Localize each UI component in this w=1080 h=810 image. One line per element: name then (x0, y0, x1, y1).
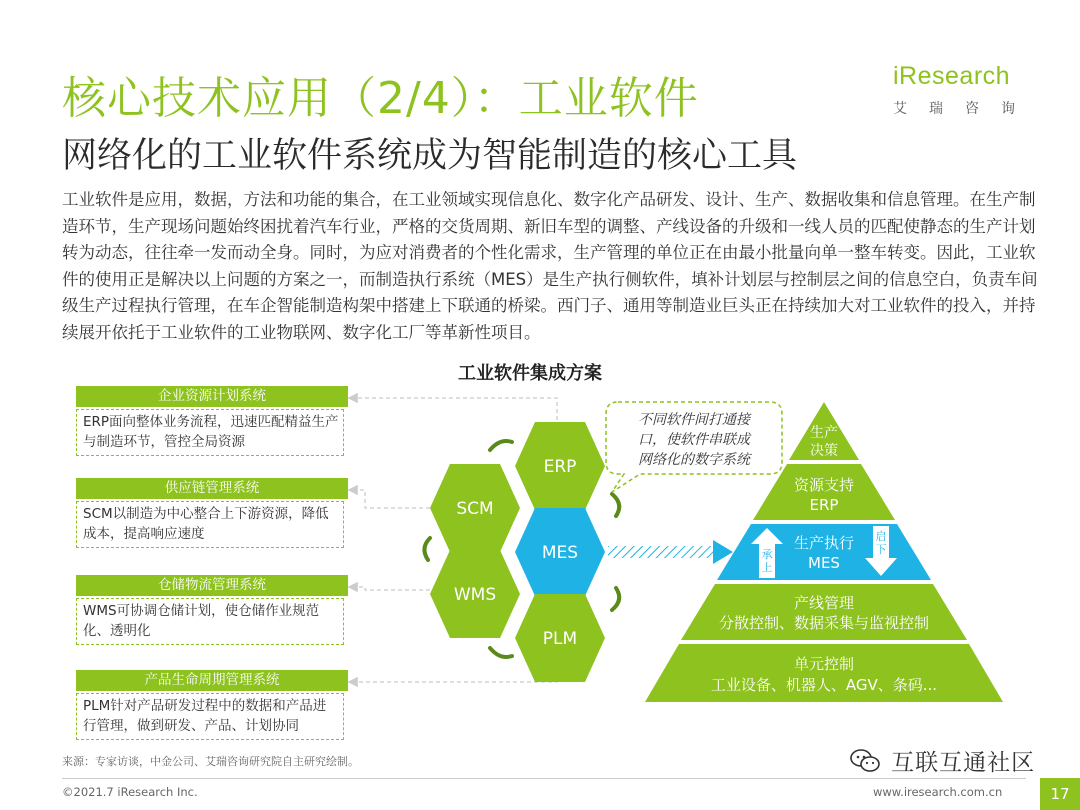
page-subtitle: 网络化的工业软件系统成为智能制造的核心工具 (62, 136, 798, 176)
callout-line-2: 口，使软件串联成 (638, 432, 750, 448)
hexagon-erp-label: ERP (543, 457, 577, 477)
pyramid-l2-b: ERP (809, 496, 839, 514)
hexagon-cluster (430, 422, 605, 682)
logo-wordmark: iResearch (893, 62, 1011, 90)
hexagon-plm-label: PLM (542, 629, 578, 649)
system-name-erp: 企业资源计划系统 (76, 386, 348, 407)
connector-erp (350, 398, 557, 420)
hexagon-wms-label: WMS (453, 585, 497, 605)
system-name-wms: 仓储物流管理系统 (76, 575, 348, 596)
callout-line-3: 网络化的数字系统 (638, 452, 750, 468)
connector-scm (350, 490, 430, 508)
website-url[interactable]: www.iresearch.com.cn (873, 785, 1003, 799)
pyramid-l5-a: 单元控制 (793, 655, 855, 673)
mes-to-pyramid-arrow (608, 540, 733, 564)
logo-chinese: 艾瑞咨询 (893, 101, 1037, 117)
system-desc-erp: ERP面向整体业务流程，迅速匹配精益生产与制造环节，管控全局资源 (76, 409, 344, 456)
down-label-1: 启 (875, 530, 887, 543)
pyramid-l3-b: MES (808, 554, 840, 572)
copyright-text: ©2021.7 iResearch Inc. (62, 785, 198, 799)
wechat-icon (850, 748, 880, 774)
down-label-2: 下 (875, 543, 887, 556)
page-title: 核心技术应用（2/4）：工业软件 (62, 73, 699, 124)
body-paragraph: 工业软件是应用，数据，方法和功能的集合，在工业领域实现信息化、数字化产品研发、设计、生产、数据收集和信息管理。在生产制造环节，生产现场问题始终困扰着汽车行业，严格的交货周期、新旧车型的调整、产线设备的升级和一线人员的匹配使静态的生产计划转为动态，往往牵一发而动全身。同时，为应对消费者的个性化需求，生产管理的单位正在由最小批量向单一整车转变。因此，工业软件的使用正是解决以上问题的方案之一，而制造执行系统（MES）是生产执行侧软件，填补计划层与控制层之间的信息空白，负责车间级生产过程执行管理，在车企智能制造构架中搭建上下联通的桥梁。西门子、通用等制造业巨头正在持续加大对工业软件的投入，并持续展开依托于工业软件的工业物联网、数字化工厂等革新性项目。 (62, 190, 1038, 342)
system-name-plm: 产品生命周期管理系统 (76, 670, 348, 691)
up-label-2: 上 (761, 561, 773, 574)
system-desc-plm: PLM针对产品研发过程中的数据和产品进行管理，做到研发、产品、计划协同 (76, 693, 344, 740)
connector-plm (350, 680, 557, 682)
cycle-arrow-4 (612, 588, 619, 610)
pyramid-l2-a: 资源支持 (793, 476, 855, 494)
connector-wms (350, 587, 430, 590)
hexagon-mes-label: MES (541, 543, 579, 563)
pyramid-l1-b: 决策 (810, 443, 838, 459)
up-label-1: 承 (761, 548, 773, 561)
diagram-title: 工业软件集成方案 (458, 363, 602, 384)
system-name-scm: 供应链管理系统 (76, 478, 348, 499)
pyramid-l1-a: 生产 (810, 425, 838, 441)
pyramid-l3-a: 生产执行 (793, 534, 855, 552)
cycle-arrow-3 (490, 648, 512, 657)
hexagon-scm-label: SCM (456, 499, 494, 519)
watermark-text: 互联互通社区 (891, 750, 1036, 776)
watermark (850, 744, 1035, 778)
cycle-arrow-5 (612, 494, 619, 516)
system-desc-scm: SCM以制造为中心整合上下游资源，降低成本，提高响应速度 (76, 501, 344, 548)
source-note: 来源：专家访谈，中金公司、艾瑞咨询研究院自主研究绘制。 (62, 755, 359, 768)
cycle-arrow-1 (490, 441, 512, 450)
callout-line-1: 不同软件间打通接 (638, 412, 750, 428)
system-desc-wms: WMS可协调仓储计划，使仓储作业规范化、透明化 (76, 598, 344, 645)
cycle-arrow-2 (424, 538, 430, 560)
footer-divider (62, 778, 1026, 779)
pyramid-l4-b: 分散控制、数据采集与监视控制 (718, 614, 930, 632)
pyramid-l4-a: 产线管理 (793, 594, 855, 612)
pyramid-l5-b: 工业设备、机器人、AGV、条码... (710, 676, 938, 694)
callout-bubble (606, 402, 782, 492)
page-number: 17 (1040, 778, 1080, 810)
